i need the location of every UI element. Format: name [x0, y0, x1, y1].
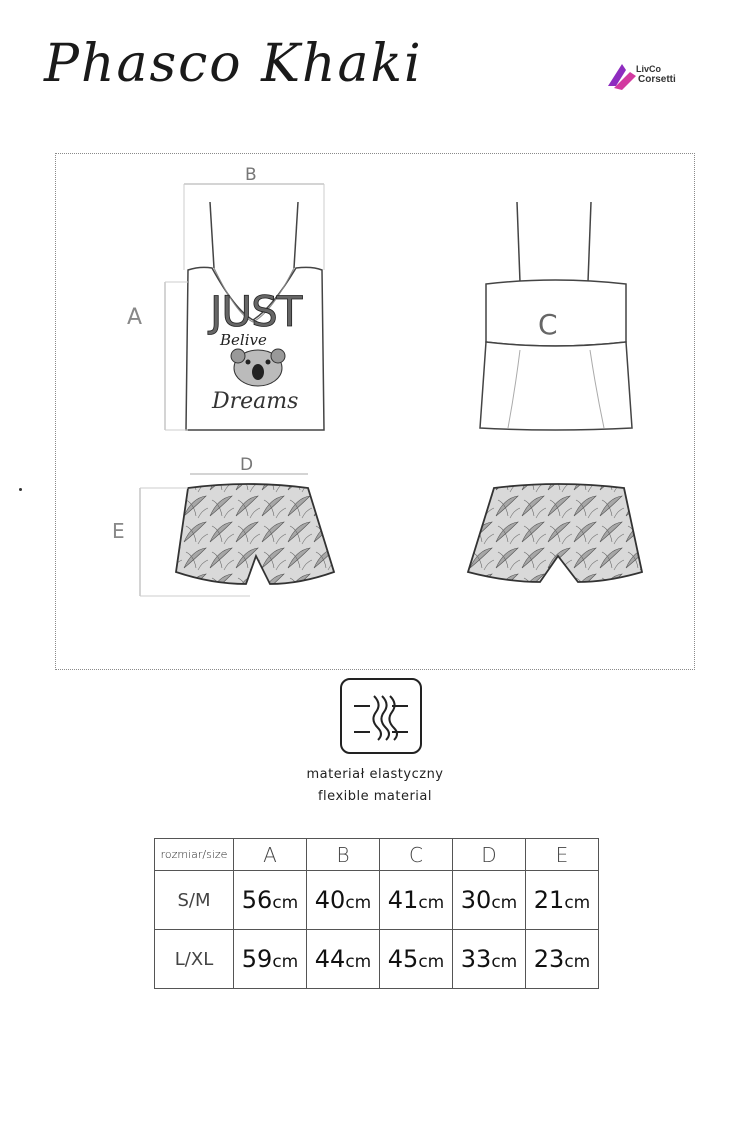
print-belive: Belive	[220, 331, 267, 349]
dim-label-b: B	[245, 165, 257, 185]
column-header-a: A	[234, 839, 307, 871]
brand-name-top: LivCo	[636, 64, 662, 74]
back-top	[480, 202, 632, 430]
front-top	[127, 165, 324, 430]
dim-label-c: C	[538, 308, 558, 341]
print-dreams: Dreams	[212, 389, 299, 414]
column-header-b: B	[307, 839, 380, 871]
dim-label-d: D	[240, 455, 254, 475]
size-table-header	[155, 839, 599, 871]
dim-label-e: E	[112, 519, 125, 543]
table-cell: 33cm	[453, 930, 526, 989]
back-shorts	[468, 484, 642, 582]
column-header-d: D	[453, 839, 526, 871]
brand-name-bottom: Corsetti	[638, 74, 676, 85]
size-table-corner: rozmiar/size	[155, 839, 234, 871]
row-size-label: L/XL	[155, 930, 234, 989]
table-cell: 40cm	[307, 871, 380, 930]
column-header-c: C	[380, 839, 453, 871]
row-size-label: S/M	[155, 871, 234, 930]
table-cell: 45cm	[380, 930, 453, 989]
front-shorts	[112, 455, 334, 596]
material-label-pl: materiał elastyczny	[306, 767, 444, 782]
dim-label-a: A	[127, 305, 143, 330]
table-cell: 56cm	[234, 871, 307, 930]
table-cell: 44cm	[307, 930, 380, 989]
column-header-e: E	[526, 839, 599, 871]
product-title: Phasco Khaki	[44, 34, 423, 94]
table-row	[155, 930, 599, 989]
material-label-en: flexible material	[317, 789, 433, 804]
table-cell: 41cm	[380, 871, 453, 930]
table-row	[155, 871, 599, 930]
table-cell: 23cm	[526, 930, 599, 989]
table-cell: 21cm	[526, 871, 599, 930]
table-cell: 30cm	[453, 871, 526, 930]
table-cell: 59cm	[234, 930, 307, 989]
size-table	[154, 838, 599, 989]
stretch-fabric-icon	[340, 678, 422, 754]
print-just: JUST	[210, 287, 302, 336]
